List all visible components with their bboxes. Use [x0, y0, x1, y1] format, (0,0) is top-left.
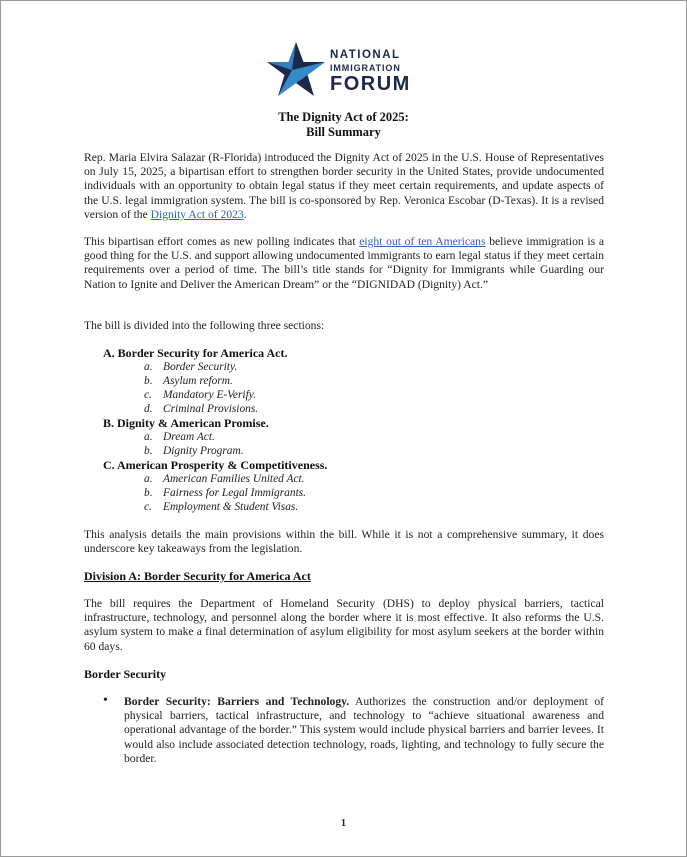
intro-paragraph: Rep. Maria Elvira Salazar (R-Florida) introduced the Dignity Act of 2025 in the U.S. House of Representatives on July 15, 2025, a bipartisan effort to strengthen border security in the United States, provide undocumented individuals with an opportunity to obtain legal status if they meet certain requirements, and update aspects of the U.S. legal immigration system. The bill is co-sponsored by Rep. Veronica Escobar (D-Texas). It is a revised version of the Dignity Act of 2023.	[84, 151, 604, 221]
section-a-heading: A. Border Security for America Act.	[103, 346, 288, 360]
logo-line-immigration: IMMIGRATION	[330, 62, 401, 73]
page-title: The Dignity Act of 2025:	[278, 110, 409, 124]
section-b-heading: B. Dignity & American Promise.	[103, 416, 269, 430]
logo-line-forum: FORUM	[330, 72, 411, 95]
bullet-icon: •	[103, 693, 108, 708]
section-c-item: a. American Families United Act.	[144, 473, 305, 485]
sections-intro: The bill is divided into the following three sections:	[84, 319, 325, 332]
section-c-item: b. Fairness for Legal Immigrants.	[144, 487, 307, 499]
border-security-bullet: Border Security: Barriers and Technology. Authorizes the construction and/or deployment of physical barriers, tactical infrastructure, and technology to “achieve situational awareness and operational advantage of the border.” This system would include physical barriers and barrier levees. It would also include associated detection technology, roads, lighting, and technology to fully secure the border.	[124, 695, 604, 765]
polling-paragraph: This bipartisan effort comes as new polling indicates that eight out of ten Americans believe immigration is a good thing for the U.S. and support allowing undocumented immigrants to earn legal status if they meet certain requirements over a period of time. The bill’s title stands for “Dignity for Immigrants while Guarding our Nation to Ignite and Deliver the American Dream” or the “DIGNIDAD (Dignity) Act.”	[84, 235, 604, 291]
division-a-paragraph: The bill requires the Department of Homeland Security (DHS) to deploy physical barriers, tactical infrastructure, technology, and personnel along the border where it is most effective. It also reforms the U.S. asylum system to make a final determination of asylum eligibility for most asylum seekers at the border within 60 days.	[84, 597, 604, 653]
bullet-bold-lead: Border Security: Barriers and Technology.	[124, 695, 350, 708]
dignity-act-2023-link[interactable]: Dignity Act of 2023	[150, 207, 244, 221]
section-b-item: a. Dream Act.	[144, 431, 215, 443]
eight-out-of-ten-link[interactable]: eight out of ten Americans	[359, 235, 486, 248]
section-b-item: b. Dignity Program.	[144, 445, 244, 457]
section-a-item: d. Criminal Provisions.	[144, 403, 259, 415]
section-c-item: c. Employment & Student Visas.	[144, 501, 299, 513]
analysis-paragraph: This analysis details the main provisions within the bill. While it is not a comprehensive summary, it does underscore key takeaways from the legislation.	[84, 528, 604, 556]
star-icon	[265, 40, 327, 100]
page-subtitle: Bill Summary	[306, 125, 381, 139]
national-immigration-forum-logo	[265, 40, 425, 102]
section-a-item: a. Border Security.	[144, 361, 238, 373]
border-security-heading: Border Security	[84, 667, 167, 681]
section-a-item: c. Mandatory E-Verify.	[144, 389, 257, 401]
section-c-heading: C. American Prosperity & Competitiveness.	[103, 458, 328, 472]
division-a-heading: Division A: Border Security for America Act	[84, 569, 311, 583]
logo-line-national: NATIONAL	[330, 49, 401, 61]
page-number: 1	[341, 818, 346, 829]
section-a-item: b. Asylum reform.	[144, 375, 233, 387]
